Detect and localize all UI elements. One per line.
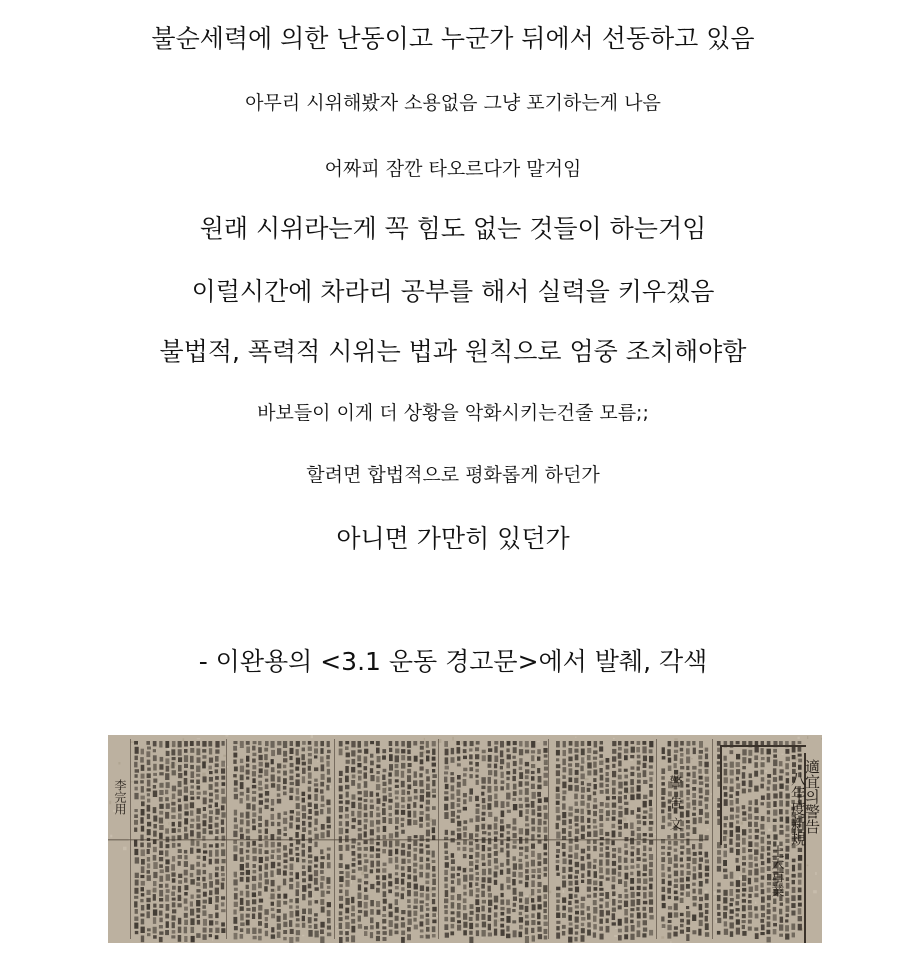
quote-line-7: 바보들이 이게 더 상황을 악화시키는건줄 모름;;	[257, 402, 649, 424]
newspaper-clipping-image	[108, 735, 822, 943]
column-heading: 警告文	[666, 775, 682, 838]
quote-line-9: 아니면 가만히 있던가	[336, 524, 570, 553]
quote-line-4: 원래 시위라는게 꼭 힘도 없는 것들이 하는거임	[199, 214, 707, 243]
byline: 李完用	[113, 779, 127, 815]
box-title: 適宜의警告	[803, 759, 821, 834]
quote-line-1: 불순세력에 의한 난동이고 누군가 뒤에서 선동하고 있음	[151, 24, 755, 53]
source-attribution: - 이완용의 <3.1 운동 경고문>에서 발췌, 각색	[198, 647, 708, 676]
newspaper-scan	[108, 735, 822, 943]
headline-right: 八年度新規	[789, 771, 807, 846]
quote-line-6: 불법적, 폭력적 시위는 법과 원칙으로 엄중 조치해야함	[159, 337, 747, 366]
quote-line-3: 어짜피 잠깐 타오르다가 말거임	[324, 158, 582, 180]
quote-line-2: 아무리 시위해봤자 소용없음 그냥 포기하는게 나음	[245, 92, 661, 114]
subhead-right: 土木事業	[768, 845, 784, 897]
quote-line-8: 할려면 합법적으로 평화롭게 하던가	[306, 464, 600, 486]
quote-line-5: 이럴시간에 차라리 공부를 해서 실력을 키우겠음	[191, 277, 715, 306]
